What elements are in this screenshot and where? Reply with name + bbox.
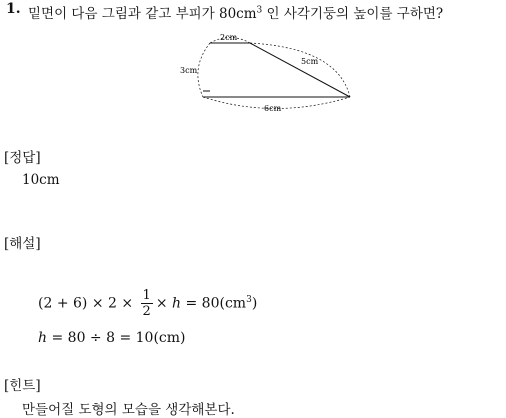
eq1-close: ): [251, 295, 258, 312]
eq1-superscript: 3: [246, 294, 252, 305]
left-arc: [198, 43, 210, 97]
hint-heading: [힌트]: [4, 378, 41, 394]
equation-2: [38, 330, 186, 346]
eq1-left: (2 + 6) × 2 ×: [38, 295, 134, 312]
label-left: 3cm: [180, 66, 198, 75]
hypotenuse-edge: [250, 43, 350, 97]
answer-heading: [정답]: [4, 150, 41, 166]
eq2-rest: = 80 ÷ 8 = 10(cm): [47, 330, 186, 346]
question-text: [28, 2, 443, 22]
eq1-fraction: [141, 288, 153, 319]
eq2-variable: h: [38, 330, 48, 346]
eq1-fraction-numerator: 1: [142, 288, 151, 303]
answer-value: 10cm: [22, 172, 60, 188]
question-text-main: 밑면이 다음 그림과 같고 부피가 80cm: [28, 6, 257, 22]
question-text-end: 인 사각기둥의 높이를 구하면?: [262, 6, 444, 22]
hint-text: 만들어질 도형의 모습을 생각해본다.: [22, 402, 235, 418]
eq1-variable: h: [172, 295, 182, 312]
eq1-right: = 80(cm: [181, 295, 247, 312]
equation-1: (2 + 6) × 2 × $\frac{1}{2}$ × $h = 80(cm^3)$: [38, 288, 258, 319]
trapezoid-figure: [170, 28, 360, 116]
label-hyp: 5cm: [301, 57, 319, 66]
label-top: 2cm: [220, 33, 238, 42]
eq1-fraction-denominator: 2: [142, 304, 151, 319]
question-number: 1.: [6, 1, 21, 17]
label-bottom: 6cm: [264, 104, 282, 113]
explanation-heading: [해설]: [4, 236, 41, 252]
question-unit-superscript: 3: [256, 5, 263, 16]
